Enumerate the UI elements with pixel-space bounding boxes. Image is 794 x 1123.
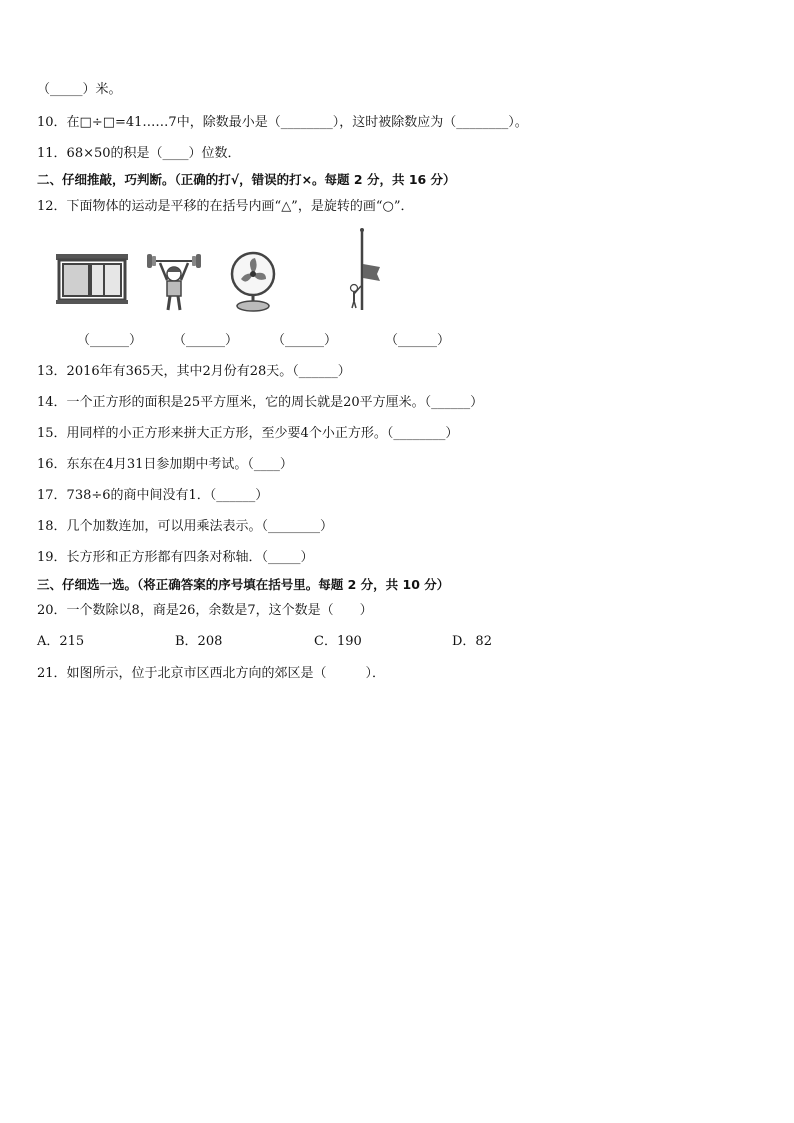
flag-raising-figure	[342, 228, 386, 314]
section-2-heading: 二、仔细推敲，巧判断。（正确的打√，错误的打×。每题 2 分，共 16 分）	[37, 172, 456, 187]
option-d[interactable]: D．82	[452, 634, 492, 649]
question-19: 19．长方形和正方形都有四条对称轴．（_____）	[37, 550, 314, 565]
fan-figure	[224, 228, 282, 314]
figure-answer-blank-2[interactable]: （______）	[173, 333, 239, 348]
figure-answer-blank-4[interactable]: （______）	[385, 333, 451, 348]
question-13: 13．2016年有365天，其中2月份有28天。（______）	[37, 364, 351, 379]
question-10: 10．在□÷□=41……7中，除数最小是（________），这时被除数应为（________）。	[37, 115, 528, 130]
question-15: 15．用同样的小正方形来拼大正方形，至少要4个小正方形。（________）	[37, 426, 459, 441]
question-9-tail: （_____）米。	[37, 82, 122, 97]
question-16: 16．东东在4月31日参加期中考试。（____）	[37, 457, 293, 472]
question-18: 18．几个加数连加，可以用乘法表示。（________）	[37, 519, 334, 534]
question-17: 17．738÷6的商中间没有1．（______）	[37, 488, 269, 503]
question-12: 12．下面物体的运动是平移的在括号内画“△”，是旋转的画“○”．	[37, 199, 414, 214]
figure-answer-blank-3[interactable]: （______）	[272, 333, 338, 348]
question-21: 21．如图所示，位于北京市区西北方向的郊区是（ ）．	[37, 666, 386, 681]
question-14: 14．一个正方形的面积是25平方厘米，它的周长就是20平方厘米。（______）	[37, 395, 484, 410]
option-c[interactable]: C．190	[314, 634, 362, 649]
figure-answer-blank-1[interactable]: （______）	[77, 333, 143, 348]
option-b[interactable]: B．208	[175, 634, 223, 649]
question-11: 11．68×50的积是（____）位数．	[37, 146, 241, 161]
option-a[interactable]: A．215	[37, 634, 85, 649]
section-3-heading: 三、仔细选一选。（将正确答案的序号填在括号里。每题 2 分，共 10 分）	[37, 577, 450, 592]
weightlifter-figure	[145, 228, 203, 314]
window-figure	[55, 228, 133, 308]
question-20: 20．一个数除以8，商是26，余数是7，这个数是（ ）	[37, 603, 373, 618]
